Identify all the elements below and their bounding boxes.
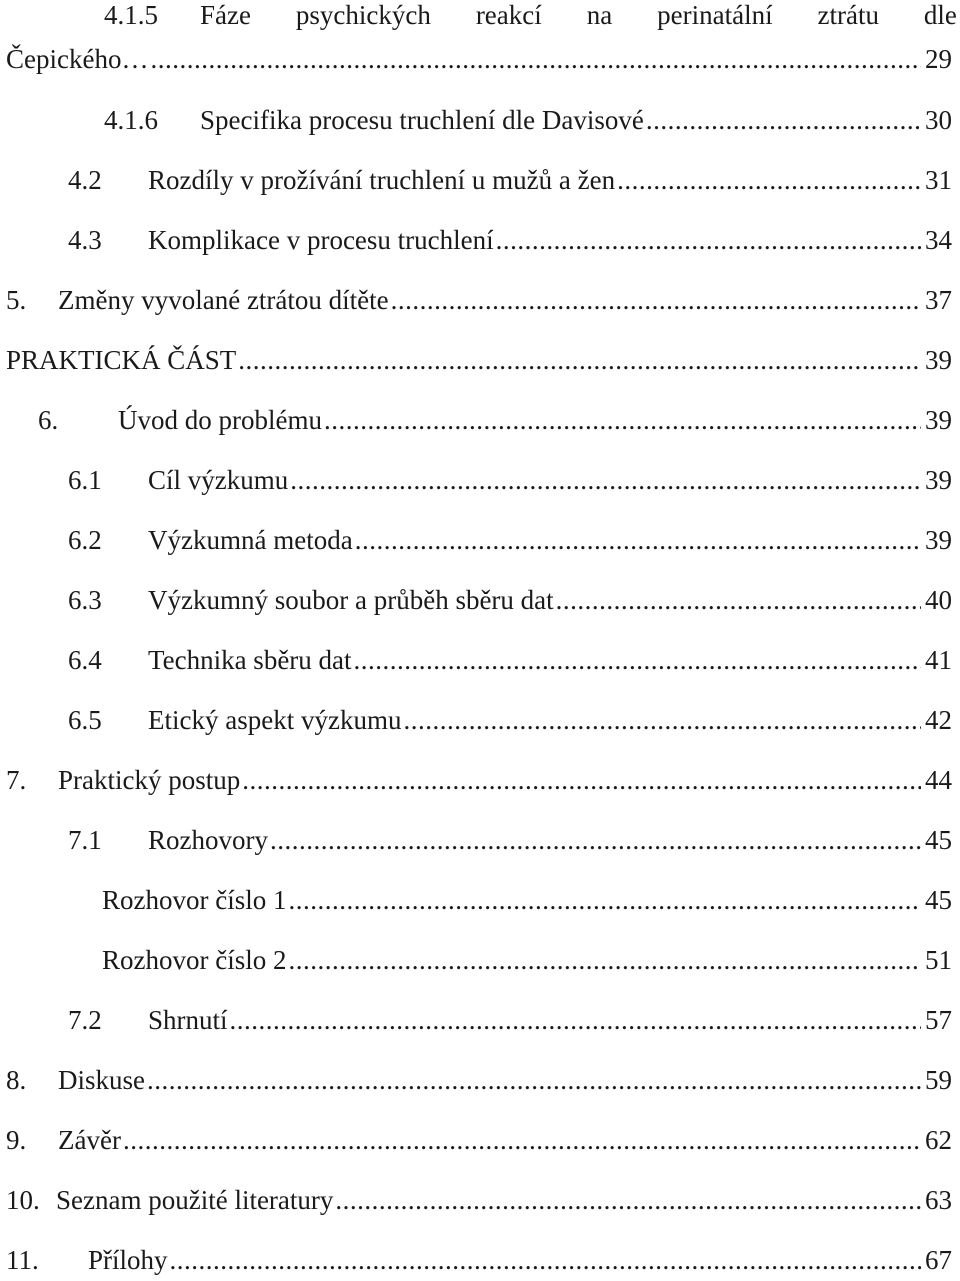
toc-entry-rozhovor-1[interactable] bbox=[0, 880, 960, 920]
toc-title: PRAKTICKÁ ČÁST bbox=[6, 345, 237, 375]
toc-leader-dots bbox=[270, 820, 921, 860]
toc-page-number: 30 bbox=[925, 105, 952, 135]
toc-number: 5. bbox=[6, 285, 27, 315]
toc-page-number: 59 bbox=[925, 1065, 952, 1095]
toc-title: Shrnutí bbox=[148, 1005, 228, 1035]
toc-entry-10[interactable] bbox=[0, 1180, 960, 1220]
toc-number: 4.1.5 bbox=[104, 0, 158, 30]
toc-page-number: 39 bbox=[925, 525, 952, 555]
toc-entry-9[interactable] bbox=[0, 1120, 960, 1160]
toc-word: psychických bbox=[295, 0, 431, 30]
toc-number: 4.1.6 bbox=[104, 105, 158, 135]
toc-title: Rozdíly v prožívání truchlení u mužů a žen bbox=[148, 165, 616, 195]
toc-title: Seznam použité literatury bbox=[56, 1185, 334, 1215]
toc-word: ztrátu bbox=[817, 0, 879, 30]
toc-page-number: 67 bbox=[925, 1245, 952, 1275]
toc-page-number: 42 bbox=[925, 705, 952, 735]
toc-title-justified bbox=[200, 0, 957, 35]
toc-leader-dots bbox=[646, 100, 921, 140]
toc-number: 7.1 bbox=[68, 825, 102, 855]
toc-leader-dots bbox=[556, 580, 921, 620]
toc-leader-dots bbox=[123, 1120, 921, 1160]
toc-page-number: 29 bbox=[925, 44, 952, 74]
toc-leader-dots bbox=[617, 160, 921, 200]
toc-leader-dots bbox=[238, 340, 921, 380]
toc-leader-dots bbox=[147, 1060, 921, 1100]
toc-word: na bbox=[586, 0, 613, 30]
toc-page-number: 34 bbox=[925, 225, 952, 255]
toc-leader-dots bbox=[403, 700, 921, 740]
toc-title: Cíl výzkumu bbox=[148, 465, 289, 495]
toc-number: 6.1 bbox=[68, 465, 102, 495]
toc-title: Specifika procesu truchlení dle Davisové bbox=[200, 105, 644, 135]
toc-word: perinatální bbox=[657, 0, 773, 30]
toc-number: 10. bbox=[6, 1185, 40, 1215]
toc-leader-dots bbox=[242, 760, 921, 800]
toc-number: 8. bbox=[6, 1065, 27, 1095]
toc-title: Výzkumný soubor a průběh sběru dat bbox=[148, 585, 554, 615]
toc-number: 4.2 bbox=[68, 165, 102, 195]
toc-page-number: 63 bbox=[925, 1185, 952, 1215]
toc-title: Rozhovor číslo 1 bbox=[102, 885, 287, 915]
toc-entry-6-1[interactable] bbox=[0, 460, 960, 500]
toc-leader-dots bbox=[354, 640, 921, 680]
toc-page-number: 39 bbox=[925, 465, 952, 495]
toc-entry-4-1-5-line2[interactable] bbox=[0, 39, 960, 79]
toc-page-number: 39 bbox=[925, 345, 952, 375]
toc-page-number: 40 bbox=[925, 585, 952, 615]
toc-entry-8[interactable] bbox=[0, 1060, 960, 1100]
toc-entry-6[interactable] bbox=[0, 400, 960, 440]
toc-leader-dots bbox=[355, 520, 921, 560]
toc-title: Diskuse bbox=[58, 1065, 145, 1095]
toc-entry-6-2[interactable] bbox=[0, 520, 960, 560]
toc-entry-6-3[interactable] bbox=[0, 580, 960, 620]
toc-title: Technika sběru dat bbox=[148, 645, 352, 675]
toc-title: Změny vyvolané ztrátou dítěte bbox=[58, 285, 389, 315]
toc-number: 6. bbox=[38, 405, 59, 435]
toc-page-number: 41 bbox=[925, 645, 952, 675]
toc-entry-4-1-6[interactable] bbox=[0, 100, 960, 140]
toc-page-number: 45 bbox=[925, 825, 952, 855]
toc-number: 7.2 bbox=[68, 1005, 102, 1035]
toc-number: 9. bbox=[6, 1125, 27, 1155]
toc-title: Komplikace v procesu truchlení bbox=[148, 225, 494, 255]
toc-leader-dots bbox=[290, 460, 921, 500]
toc-title: Rozhovory bbox=[148, 825, 268, 855]
toc-entry-7-2[interactable] bbox=[0, 1000, 960, 1040]
toc-number: 7. bbox=[6, 765, 27, 795]
toc-leader-dots bbox=[335, 1180, 921, 1220]
toc-leader-dots bbox=[496, 220, 921, 260]
toc-page-number: 31 bbox=[925, 165, 952, 195]
toc-title: Čepického… bbox=[6, 44, 149, 74]
toc-title: Etický aspekt výzkumu bbox=[148, 705, 402, 735]
toc-page-number: 37 bbox=[925, 285, 952, 315]
toc-entry-7[interactable] bbox=[0, 760, 960, 800]
toc-page-number: 51 bbox=[925, 945, 952, 975]
toc-number: 4.3 bbox=[68, 225, 102, 255]
toc-word: dle bbox=[923, 0, 957, 30]
toc-title: Rozhovor číslo 2 bbox=[102, 945, 287, 975]
toc-page-number: 39 bbox=[925, 405, 952, 435]
toc-leader-dots bbox=[288, 880, 921, 920]
toc-entry-7-1[interactable] bbox=[0, 820, 960, 860]
toc-leader-dots bbox=[170, 1240, 921, 1280]
toc-page-number: 45 bbox=[925, 885, 952, 915]
toc-entry-6-4[interactable] bbox=[0, 640, 960, 680]
toc-leader-dots bbox=[150, 39, 921, 79]
toc-title: Úvod do problému bbox=[118, 405, 322, 435]
toc-title: Praktický postup bbox=[58, 765, 241, 795]
toc-entry-4-2[interactable] bbox=[0, 160, 960, 200]
toc-number: 11. bbox=[6, 1245, 39, 1275]
toc-word: Fáze bbox=[200, 0, 251, 30]
toc-number: 6.5 bbox=[68, 705, 102, 735]
toc-page-number: 44 bbox=[925, 765, 952, 795]
toc-entry-5[interactable] bbox=[0, 280, 960, 320]
toc-entry-rozhovor-2[interactable] bbox=[0, 940, 960, 980]
toc-title: Výzkumná metoda bbox=[148, 525, 353, 555]
toc-entry-4-3[interactable] bbox=[0, 220, 960, 260]
toc-number: 6.3 bbox=[68, 585, 102, 615]
toc-number: 6.4 bbox=[68, 645, 102, 675]
toc-leader-dots bbox=[324, 400, 921, 440]
toc-title: Přílohy bbox=[88, 1245, 168, 1275]
toc-title: Závěr bbox=[58, 1125, 121, 1155]
toc-word: reakcí bbox=[475, 0, 542, 30]
toc-entry-6-5[interactable] bbox=[0, 700, 960, 740]
toc-page-number: 62 bbox=[925, 1125, 952, 1155]
toc-page-number: 57 bbox=[925, 1005, 952, 1035]
toc-leader-dots bbox=[391, 280, 921, 320]
toc-entry-prakticka-cast[interactable] bbox=[0, 340, 960, 380]
toc-number: 6.2 bbox=[68, 525, 102, 555]
toc-leader-dots bbox=[288, 940, 921, 980]
toc-leader-dots bbox=[230, 1000, 921, 1040]
toc-entry-11[interactable] bbox=[0, 1240, 960, 1280]
